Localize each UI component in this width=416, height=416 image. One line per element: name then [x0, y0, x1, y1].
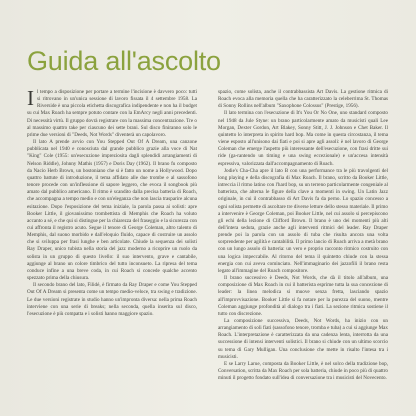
left-column: [27, 89, 197, 394]
paragraph: La composizione successiva, Deeds, Not Words, ha inizio con un arrangiamento di soli fiati (sassofono tenore, tromba e tuba) a cui si aggiunge Max Roach. L'interpretazione è caratterizzata da una cadenza lenta, interrotta da una successione di intensi interventi solistici. Il brano si chiude con un ultimo scorcio su tema di Gary Mulligan. Una conclusione che mette in risalto l'intesa tra i musicisti.: [218, 318, 388, 360]
right-column: [218, 89, 388, 381]
paragraph: Il secondo brano del lato, Filidé, è firmato da Ray Draper e come You Stepped Out Of A Dream si presenta come un tempo medio-veloce, tra swing e tradizione. Le due versioni registrate in studio hanno un'impronta diversa: nella prima Roach interviene con una serie di breaks; nella seconda, quella inserita sul disco, l'esecuzione è più compatta e i solisti hanno maggiore spazio.: [27, 282, 197, 317]
paragraph: [27, 89, 197, 139]
paragraph-text: l tempo a disposizione per portare a termine l'incisione è davvero poco: tutti si ritrovano in un'unica sessione di lavoro fissata il 4 settembre 1958. La Riverside è una piccola etichetta discografica indipendente e non ha il budget su cui Max Roach ha sempre potuto contare con la EmArcy negli anni precedenti. Di necessità virtù. Il gruppo dovrà registrare con la massima concentrazione. Tre o al massimo quattro take per ciascuno dei sette brani. Sul disco finiranno solo le prime due versioni di "Deeds, Not Words" diventerà un capolavoro.: [27, 89, 197, 138]
paragraph: Il lato A prende avvio con You Stepped Out Of A Dream, una canzone pubblicata nel 1940 e conosciuta dal grande pubblico grazie alla voce di Nat "King" Cole (1955: un'esecuzione impreziosita dagli splendidi arrangiamenti di Nelson Riddle), Johnny Mathis (1957) e Doris Day (1962). Il brano fu composto da Nacio Herb Brown, un bostoniano che si è fatto un nome a Hollywood. Dopo quattro battute di introduzione, il tema affidato alle due trombe e al sassofono tenore procede con un'inflessione di sapore leggero, che evoca il songbook più amato dal pubblico americano. Il ritmo è scandito dalla precisa batteria di Roach, che accompagna a tempo medio e con un'eleganza che non lascia trasparire alcuna esitazione. Dopo l'esposizione del tema iniziale, la parola passa ai solisti: apre Booker Little, il giovanissimo trombettista di Memphis che Roach ha voluto accanto a sé, e che qui si distingue per la chiarezza del fraseggio e la sicurezza con cui affronta il registro acuto. Segue il tenore di George Coleman, altro talento di Memphis, dal suono morbido e dall'eloquio fluido, capace di costruire un assolo che si sviluppa per frasi lunghe e ben articolate. Chiude la sequenza dei solisti Ray Draper, unico tubista nella storia del jazz moderno a ricoprire un ruolo da solista in un gruppo di questo livello: il suo intervento, grave e cantabile, aggiunge al brano un colore timbrico del tutto inconsueto. La ripresa del tema conduce infine a una breve coda, in cui Roach si concede qualche accento spezzato prima della chiusura.: [27, 139, 197, 282]
paragraph: Jodie's Cha-Cha apre il lato B con una performance tra le più travolgenti del long playing e della discografia di Max Roach. Il brano, scritto da Booker Little, intreccia il ritmo latino con l'hard bop, su un terreno particolarmente congeniale al batterista, che alterna le figure della clave a momenti in swing. Un Latin Jazz originale, in cui il contrabbasso di Art Davis fa da perno. Lo spazio concesso a ogni solista permette di ascoltare tre diverse letture dello stesso materiale. Il primo a intervenire è George Coleman, poi Booker Little, nel cui assolo si percepiscono gli echi della lezione di Clifford Brown. Il brano è uno dei momenti più alti dell'intera seduta, grazie anche agli interventi ritmici del leader. Ray Draper prende poi la parola con un assolo di tuba che risulta ancora una volta sorprendente per agilità e cantabilità. Il primo lancio di Roach arriva a metà brano con un lungo assolo di batteria: un vero e proprio racconto ritmico costruito con una logica impeccabile. Al ritorno del tema il quintetto chiude con la stessa energia con cui aveva cominciato. Nell'immaginario dei jazzofili il brano resta legato all'immagine del Roach compositore.: [218, 167, 388, 274]
paragraph: spazio, come solista, anche il contrabbassista Art Davis. La gestione ritmica di Roach evoca alla memoria quella che ha caratterizzato la celeberrima St. Thomas di Sonny Rollins nell'album "Saxophone Colossus" (Prestige, 1956).: [218, 89, 388, 110]
page-title: Guida all'ascolto: [27, 46, 221, 76]
paragraph: Il lato termina con l'esecuzione di It's You Or No One, uno standard composto nel 1948 da Jule Styne: un brano particolarmente amato da musicisti quali Lee Morgan, Dexter Gordon, Art Blakey, Sonny Stitt, J. J. Johnson e Chet Baker. Il quintetto lo interpreta in spirito hard bop. Ma come in questa circostanza, il tema viene esposto all'unisono dai fiati e poi si apre agli assoli: è nel lavoro di George Coleman che emerge l'aspetto più interessante dell'esecuzione, con frasi dritte sui ride (ga-rantendo un timing e una swing eccezionale) e un'accesa intensità espressiva, valorizzata dall'accompagnamento di Roach.: [218, 110, 388, 167]
drop-cap: I: [27, 89, 34, 110]
paragraph: Il brano successivo è Deeds, Not Words, che dà il titolo all'album, una composizione di Max Roach in cui il batterista esprime tutta la sua concezione di leader: la linea melodica si muove senza fretta, lasciando spazio all'improvvisazione. Booker Little si fa notare per la purezza del suono, mentre Coleman aggiunge profondità al dialogo tra i fiati. La sezione ritmica sostiene il tutto con discrezione.: [218, 275, 388, 317]
paragraph: E se Larry Larue, composta da Booker Little, è nel solco della tradizione bop, Conversation, scritta da Max Roach per sola batteria, chiude in poco più di quattro minuti il progetto fondato sull'idea di conversazione tra i musicisti del Novecento.: [218, 360, 388, 381]
